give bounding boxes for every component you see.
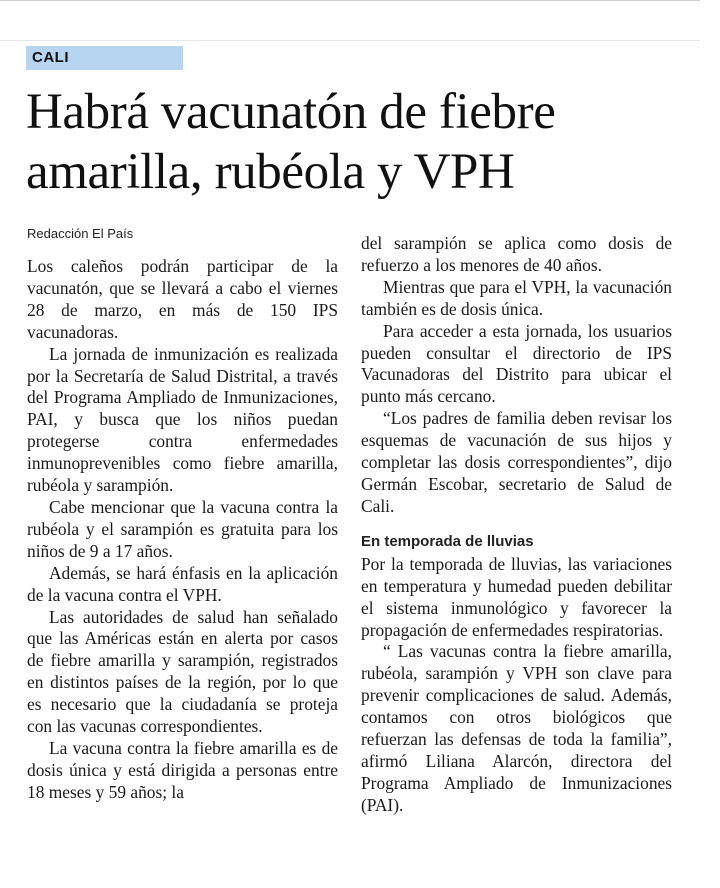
paragraph: Para acceder a esta jornada, los usuarios pueden consultar el directorio de IPS Vacunadoras del Distrito para ubicar el punto más cercano.	[361, 320, 672, 407]
paragraph: del sarampión se aplica como dosis de refuerzo a los menores de 40 años.	[361, 233, 672, 275]
headline: Habrá vacunatón de fiebre amarilla, rubéola y VPH	[26, 84, 556, 200]
paragraph: Mientras que para el VPH, la vacunación también es de dosis única.	[361, 276, 672, 319]
article-column-left	[27, 256, 338, 804]
subheading: En temporada de lluvias	[361, 532, 534, 550]
paragraph: Cabe mencionar que la vacuna contra la rubéola y el sarampión es gratuita para los niños de 9 a 17 años.	[27, 496, 338, 561]
paragraph: Las autoridades de salud han señalado que las Américas están en alerta por casos de fiebre amarilla y sarampión, registrados en distintos países de la región, por lo que es necesario que la ciudadanía se proteja con las vacunas correspondientes.	[27, 606, 338, 737]
article-column-right	[361, 233, 672, 817]
top-rule	[0, 0, 700, 1]
page-divider	[0, 40, 700, 41]
paragraph: “ Las vacunas contra la fiebre amarilla, rubéola, sarampión y VPH son clave para prevenir complicaciones de salud. Además, contamos con otros biológicos que refuerzan las defensas de toda la familia”, afirmó Liliana Alarcón, directora del Programa Ampliado de Inmunizaciones (PAI).	[361, 641, 672, 815]
paragraph: Por la temporada de lluvias, las variaciones en temperatura y humedad pueden debilitar el sistema inmunológico y favorecer la propagación de enfermedades respiratorias.	[361, 553, 672, 640]
byline: Redacción El País	[27, 226, 134, 241]
paragraph: Los caleños podrán participar de la vacunatón, que se llevará a cabo el viernes 28 de marzo, en más de 150 IPS vacunadoras.	[27, 256, 338, 342]
paragraph: Además, se hará énfasis en la aplicación de la vacuna contra el VPH.	[27, 562, 338, 605]
section-tag: CALI	[26, 46, 183, 70]
paragraph: La jornada de inmunización es realizada por la Secretaría de Salud Distrital, a través del Programa Ampliado de Inmunizaciones, PAI, y busca que los niños puedan protegerse contra enfermedades inmunoprevenibles como fiebre amarilla, rubéola y sarampión.	[27, 343, 338, 496]
paragraph: “Los padres de familia deben revisar los esquemas de vacunación de sus hijos y completar las dosis correspondientes”, dijo Germán Escobar, secretario de Salud de Cali.	[361, 408, 672, 516]
paragraph: La vacuna contra la fiebre amarilla es de dosis única y está dirigida a personas entre 18 meses y 59 años; la	[27, 737, 338, 802]
